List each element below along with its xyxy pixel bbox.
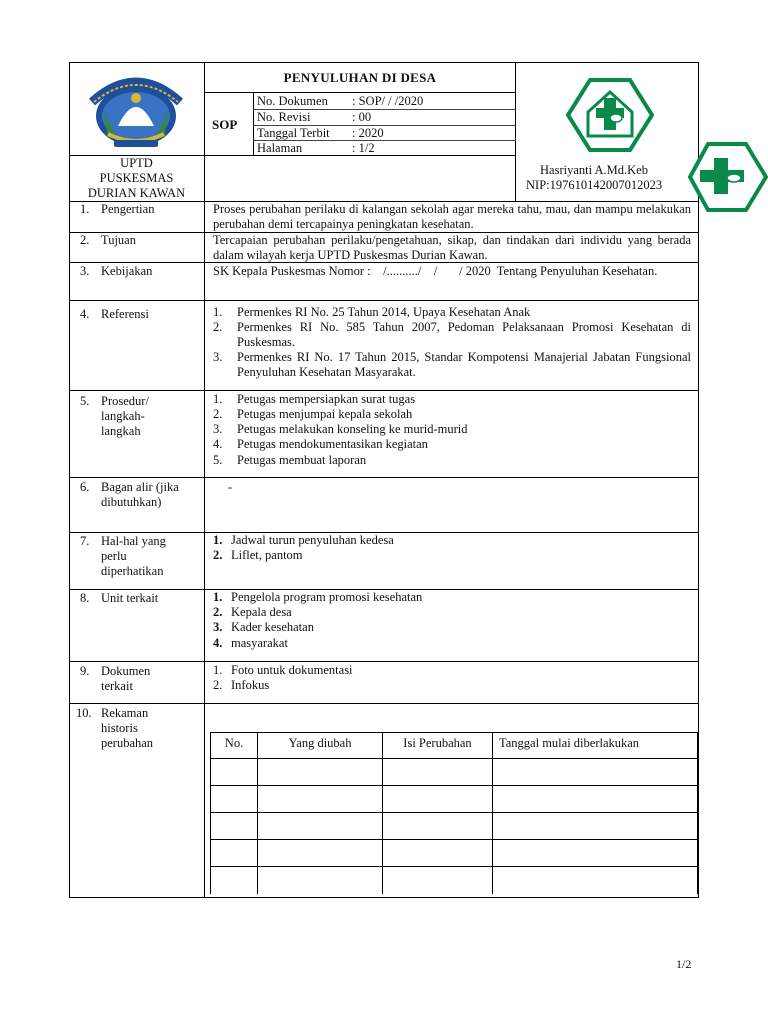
list-item: 3. Permenkes RI No. 17 Tahun 2015, Standar Kompotensi Manajerial Jabatan Fungsional Penyuluhan Kesehatan Masyarakat. (213, 350, 691, 379)
list-item: 4. Petugas mendokumentasikan kegiatan (213, 437, 428, 451)
section-number: 2. (80, 233, 90, 247)
list-item: 1. Jadwal turun penyuluhan kedesa (213, 533, 394, 547)
table-row (211, 813, 698, 840)
table-row (211, 867, 698, 894)
bagan-text: - (228, 480, 233, 494)
list-item: 2. Permenkes RI No. 585 Tahun 2007, Pedoman Pelaksanaan Promosi Kesehatan di Puskesmas. (213, 320, 691, 349)
revision-history-table (210, 732, 698, 894)
page-number: 1/2 (676, 957, 692, 971)
section-number: 7. (80, 534, 90, 548)
regional-crest-logo (88, 68, 184, 152)
section-label: Pengertian (101, 202, 155, 216)
meta-label: Tanggal Terbit (257, 126, 330, 140)
section-number: 9. (80, 664, 90, 678)
signer-name: Hasriyanti A.Md.Keb (540, 163, 648, 177)
table-header-row (211, 733, 698, 759)
meta-value: : 2020 (352, 126, 384, 140)
list-item: 3. Kader kesehatan (213, 620, 314, 634)
section-number: 1. (80, 202, 90, 216)
document-title: PENYULUHAN DI DESA (283, 70, 437, 85)
meta-value: : SOP/ / /2020 (352, 94, 424, 108)
meta-value: : 00 (352, 110, 372, 124)
column-header: No. (211, 733, 258, 759)
list-item: 1. Permenkes RI No. 25 Tahun 2014, Upaya Kesehatan Anak (213, 305, 531, 319)
sop-label: SOP (212, 117, 238, 132)
section-label: Tujuan (101, 233, 136, 247)
column-header: Yang diubah (258, 733, 383, 759)
section-label: Unit terkait (101, 591, 159, 605)
signer-nip: NIP:197610142007012023 (526, 178, 663, 192)
section-number: 3. (80, 264, 90, 278)
column-header: Tanggal mulai diberlakukan (493, 733, 698, 759)
list-item: 5. Petugas membuat laporan (213, 453, 367, 467)
tujuan-text: Tercapaian perubahan perilaku/pengetahuan, sikap, dan tindakan dari individu yang berada dalam wilayah kerja UPTD Puskesmas Durian Kawan. (213, 233, 691, 262)
kebijakan-text: SK Kepala Puskesmas Nomor : /........../ / / 2020 Tentang Penyuluhan Kesehatan. (213, 264, 658, 278)
meta-label: Halaman (257, 141, 303, 155)
list-item: 4. masyarakat (213, 636, 288, 650)
list-item: 1. Pengelola program promosi kesehatan (213, 590, 423, 604)
list-item: 2. Infokus (213, 678, 270, 692)
section-number: 6. (80, 480, 90, 494)
health-ministry-logo-secondary (688, 142, 768, 212)
meta-label: No. Dokumen (257, 94, 328, 108)
section-number: 5. (80, 394, 90, 408)
column-header: Isi Perubahan (383, 733, 493, 759)
table-row (211, 840, 698, 867)
list-item: 3. Petugas melakukan konseling ke murid-murid (213, 422, 468, 436)
section-label: Referensi (101, 307, 149, 321)
section-label: Kebijakan (101, 264, 153, 278)
section-number: 4. (80, 307, 90, 321)
list-item: 2. Liflet, pantom (213, 548, 303, 562)
pengertian-text: Proses perubahan perilaku di kalangan sekolah agar mereka tahu, mau, dan mampu melakukan perubahan demi tercapainya peningkatan kesehatan. (213, 202, 691, 231)
list-item: 1. Petugas mempersiapkan surat tugas (213, 392, 416, 406)
list-item: 1. Foto untuk dokumentasi (213, 663, 353, 677)
list-item: 2. Petugas menjumpai kepala sekolah (213, 407, 413, 421)
meta-value: : 1/2 (352, 141, 375, 155)
section-number: 8. (80, 591, 90, 605)
table-row (211, 786, 698, 813)
health-ministry-logo (566, 78, 654, 152)
list-item: 2. Kepala desa (213, 605, 292, 619)
table-row (211, 759, 698, 786)
meta-label: No. Revisi (257, 110, 311, 124)
section-number: 10. (76, 706, 92, 720)
